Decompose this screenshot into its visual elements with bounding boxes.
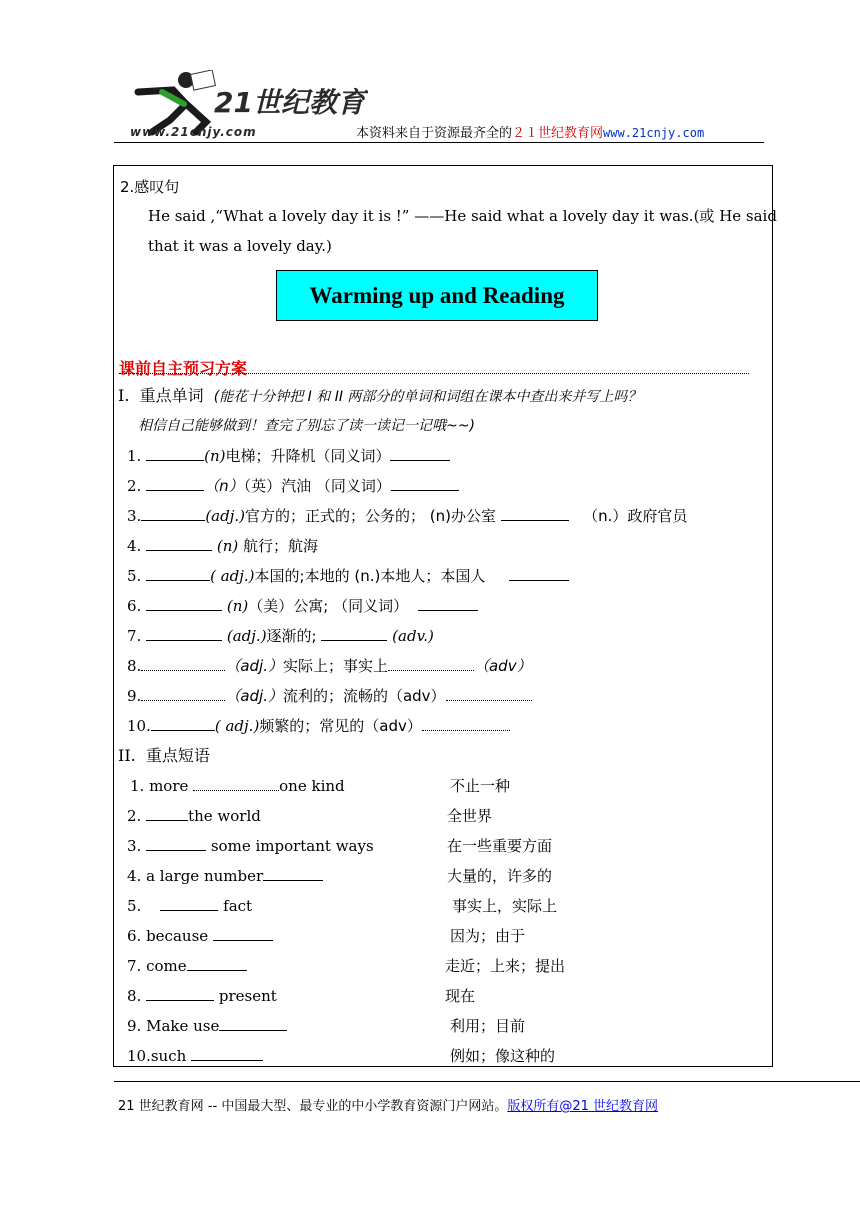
phrase-meaning-2: 全世界 — [447, 807, 493, 825]
answer-blank[interactable] — [509, 568, 569, 581]
part2-heading: II. 重点短语 — [118, 746, 210, 765]
exclamation-heading: 2.感叹句 — [120, 178, 180, 196]
answer-blank[interactable] — [422, 718, 510, 731]
section-title: Warming up and Reading — [309, 282, 565, 308]
phrase-meaning-6: 因为；由于 — [450, 927, 526, 945]
answer-blank[interactable] — [151, 718, 215, 731]
answer-blank[interactable] — [146, 628, 222, 641]
word-item-8: 8. （adj.）实际上；事实上 （adv） — [127, 657, 532, 675]
word-item-4: 4. (n) 航行；航海 — [127, 537, 319, 555]
phrase-item-6: 6. because — [127, 927, 273, 945]
answer-blank[interactable] — [146, 448, 204, 461]
answer-blank[interactable] — [388, 658, 474, 671]
word-item-6: 6. (n)（美）公寓; （同义词） — [127, 597, 478, 615]
phrase-meaning-3: 在一些重要方面 — [447, 837, 553, 855]
answer-blank[interactable] — [141, 658, 225, 671]
phrase-meaning-10: 例如；像这种的 — [450, 1047, 556, 1065]
tagline-url[interactable]: www.21cnjy.com — [603, 126, 705, 140]
answer-blank[interactable] — [146, 478, 204, 491]
phrase-item-10: 10.such — [127, 1047, 263, 1065]
answer-blank[interactable] — [146, 568, 210, 581]
part1-heading: I. 重点单词 (能花十分钟把 I 和 II 两部分的单词和词组在课本中查出来并写上吗？ — [118, 386, 642, 405]
phrase-meaning-5: 事实上，实际上 — [452, 897, 558, 915]
word-item-3: 3. (adj.)官方的；正式的；公务的； (n)办公室 （n.）政府官员 — [127, 507, 688, 525]
phrase-item-7: 7. come — [127, 957, 247, 975]
footer-text: 21 世纪教育网 -- 中国最大型、最专业的中小学教育资源门户网站。 — [118, 1099, 508, 1114]
answer-blank[interactable] — [187, 958, 247, 971]
word-item-1: 1. (n)电梯；升降机（同义词） — [127, 447, 450, 465]
answer-blank[interactable] — [501, 508, 569, 521]
answer-blank[interactable] — [141, 688, 225, 701]
phrase-item-9: 9. Make use — [127, 1017, 287, 1035]
answer-blank[interactable] — [213, 928, 273, 941]
word-item-7: 7. (adj.)逐渐的; (adv.) — [127, 627, 434, 645]
part1-note: (能花十分钟把 I 和 II 两部分的单词和词组在课本中查出来并写上吗？ — [213, 389, 642, 405]
site-logo — [118, 70, 368, 140]
answer-blank[interactable] — [390, 448, 450, 461]
preview-heading: 课前自主预习方案 — [119, 359, 248, 378]
footer — [118, 1095, 658, 1114]
phrase-item-3: 3. some important ways — [127, 837, 374, 855]
answer-blank[interactable] — [446, 688, 532, 701]
answer-blank[interactable] — [193, 778, 279, 791]
answer-blank[interactable] — [418, 598, 478, 611]
word-item-10: 10. ( adj.)频繁的；常见的（adv） — [127, 717, 510, 735]
runner-logo-icon — [118, 70, 368, 140]
answer-blank[interactable] — [219, 1018, 287, 1031]
answer-blank[interactable] — [146, 988, 214, 1001]
footer-copyright-link[interactable]: 版权所有@21 世纪教育网 — [507, 1099, 659, 1114]
header-divider — [114, 142, 764, 143]
tagline-prefix: 本资料来自于资源最齐全的 — [356, 126, 513, 141]
svg-text:www.21cnjy.com: www.21cnjy.com — [130, 125, 257, 139]
svg-text:21世纪教育: 21世纪教育 — [214, 86, 365, 119]
phrase-item-2: 2. the world — [127, 807, 261, 825]
exclamation-example-line1: He said ,“What a lovely day it is !” ——He said what a lovely day it was.(或 He said — [148, 207, 777, 225]
phrase-meaning-9: 利用；目前 — [450, 1017, 526, 1035]
header-tagline — [356, 122, 704, 141]
phrase-item-4: 4. a large number — [127, 867, 323, 885]
answer-blank[interactable] — [146, 538, 212, 551]
exclamation-example-line2: that it was a lovely day.) — [148, 237, 332, 255]
answer-blank[interactable] — [146, 598, 222, 611]
tagline-site: ２１世纪教育网 — [512, 126, 604, 141]
section-title-box — [276, 270, 598, 321]
word-item-2: 2. （n）（英）汽油 （同义词） — [127, 477, 459, 495]
answer-blank[interactable] — [191, 1048, 263, 1061]
answer-blank[interactable] — [391, 478, 459, 491]
answer-blank[interactable] — [160, 898, 218, 911]
phrase-item-1: 1. more one kind — [130, 777, 345, 795]
phrase-item-5: 5. fact — [127, 897, 253, 915]
answer-blank[interactable] — [141, 508, 205, 521]
phrase-meaning-7: 走近；上来；提出 — [445, 957, 566, 975]
word-item-5: 5. ( adj.)本国的;本地的 (n.)本地人；本国人 — [127, 567, 569, 585]
phrase-meaning-4: 大量的，许多的 — [447, 867, 553, 885]
phrase-meaning-8: 现在 — [445, 987, 476, 1005]
answer-blank[interactable] — [146, 808, 188, 821]
answer-blank[interactable] — [263, 868, 323, 881]
phrase-item-8: 8. present — [127, 987, 277, 1005]
preview-heading-dotted-rule — [119, 373, 749, 374]
phrase-meaning-1: 不止一种 — [450, 777, 511, 795]
footer-divider — [114, 1081, 860, 1082]
part1-note-continued: 相信自己能够做到！查完了别忘了读一读记一记哦~~) — [138, 418, 475, 434]
answer-blank[interactable] — [146, 838, 206, 851]
answer-blank[interactable] — [321, 628, 387, 641]
word-item-9: 9. （adj.）流利的；流畅的（adv） — [127, 687, 532, 705]
